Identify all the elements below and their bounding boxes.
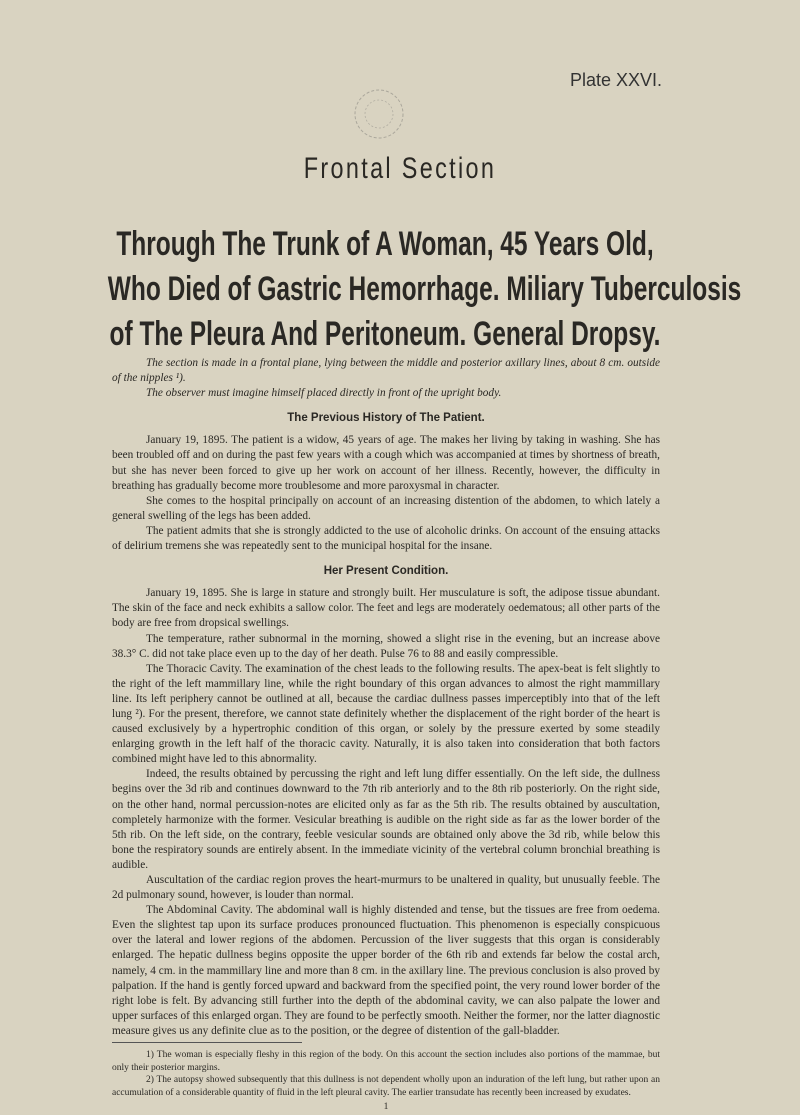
intro-paragraph-2: The observer must imagine himself placed directly in front of the upright body. (146, 387, 502, 400)
condition-paragraph-4: Indeed, the results obtained by percussing the right and left lung differ essentially. On the left side, the dullness begins over the 3d rib and continues downward to the 7th rib anteriorly and to the 8th rib posteriorly. On the right side, on the other hand, normal percussion-notes are elicited only as far as the 5th rib. The results obtained by auscultation, completely harmonize with the former. Vesicular breathing is audible on the right side as far as the lower border of the 5th rib. On the left side, on the contrary, feeble vesicular sounds are obtained only above the 3d rib, while below this bone the respiratory sounds are entirely absent. In the immediate vicinity of the vertebral column bronchial breathing is audible. (112, 768, 660, 871)
intro-paragraph-1: The section is made in a frontal plane, lying between the middle and posterior axillary lines, about 8 cm. outside of the nipples ¹). (112, 357, 660, 385)
condition-paragraph-6: The Abdominal Cavity. The abdominal wall is highly distended and tense, but the tissues are free from oedema. Even the slightest tap upon its surface produces pronounced fluctuation. This phenomenon is especially conspicuous over the lateral and lower regions of the abdomen. Percussion of the liver suggests that this organ is considerably enlarged. The hepatic dullness begins opposite the upper border of the 6th rib and extends far below the costal arch, namely, 4 cm. in the mammillary line and more than 8 cm. in the axillary line. The previous conclusion is also proved by palpation. If the hand is gently forced upward and backward from the specified point, the very round lower border of the right lobe is felt. By advancing still further into the depth of the abdominal cavity, we can also palpate the lower and upper surfaces of this enlarged organ. They are found to be perfectly smooth. Neither the former, nor the latter diagnostic measure gives us any definite clue as to the position, or the degree of distention of the gall-bladder. (112, 904, 660, 1037)
plate-label: Plate XXVI. (569, 70, 662, 90)
footnote-2: 2) The autopsy showed subsequently that this dullness is not dependent wholly upon an induration of the left lung, but rather upon an accumulation of a considerable quantity of fluid in the left pleural cavity. The earlier transudate has recently been increased by exudates. (112, 1075, 660, 1098)
history-paragraph-3: The patient admits that she is strongly addicted to the use of alcoholic drinks. On account of the ensuing attacks of delirium tremens she was repeatedly sent to the municipal hospital for the insane. (112, 524, 660, 553)
body-text (112, 356, 660, 1115)
condition-paragraph-3: The Thoracic Cavity. The examination of the chest leads to the following results. The apex-beat is felt slightly to the right of the left mammillary line, while the right boundary of this organ advances to almost the right mammillary line. Its left periphery cannot be outlined at all, because the cardiac dullness passes imperceptibly into that of the left lung ²). For the present, therefore, we cannot state definitely whether the displacement of the right border of the heart is caused exclusively by a hypertrophic condition of this organ, or solely by the pressure exerted by some steadily enlarging growth in the left half of the thoracic cavity. Naturally, it is also taken into consideration that both factors combined might have led to this abnormality. (112, 662, 660, 766)
condition-paragraph-2: The temperature, rather subnormal in the morning, showed a slight rise in the evening, but an increase above 38.3° C. did not take place even up to the day of her death. Pulse 76 to 88 and easily compressible. (112, 632, 660, 660)
condition-heading: Her Present Condition. (323, 565, 449, 578)
library-stamp-icon (348, 82, 410, 152)
condition-paragraph-1: January 19, 1895. She is large in stature and strongly built. Her musculature is soft, the adipose tissue abundant. The skin of the face and neck exhibits a sallow color. The feet and legs are moderately oedematous; all other parts of the body are free from dropsical swellings. (112, 587, 660, 630)
footnote-1: 1) The woman is especially fleshy in this region of the body. On this account the section includes also portions of the mammae, but only their posterior margins. (112, 1050, 660, 1073)
page-number: 1 (383, 1102, 389, 1113)
section-title: Frontal Section (303, 152, 497, 185)
title-line-1: Through The Trunk of A Woman, 45 Years Old, (116, 225, 654, 263)
condition-paragraph-5: Auscultation of the cardiac region proves the heart-murmurs to be unaltered in quality, but unusually feeble. The 2d pulmonary sound, however, is louder than normal. (112, 874, 660, 902)
main-title (107, 222, 742, 357)
title-line-3: of The Pleura And Peritoneum. General Dropsy. (109, 315, 661, 353)
title-line-2: Who Died of Gastric Hemorrhage. Miliary Tuberculosis (107, 270, 742, 308)
footnotes (112, 1049, 660, 1099)
history-heading: The Previous History of The Patient. (287, 412, 485, 425)
intro-block (112, 356, 660, 401)
history-paragraph-2: She comes to the hospital principally on account of an increasing distention of the abdomen, to which lately a general swelling of the legs has been added. (112, 494, 660, 522)
footnote-divider (112, 1042, 302, 1043)
history-paragraph-1: January 19, 1895. The patient is a widow, 45 years of age. The makes her living by taking in washing. She has been troubled off and on during the past few years with a cough which was accompanied at times by shortness of breath, but she has never been forced to give up her work on account of her illness. Recently, however, the difficulty in breathing has gradually become more troublesome and more paroxysmal in character. (112, 434, 660, 492)
